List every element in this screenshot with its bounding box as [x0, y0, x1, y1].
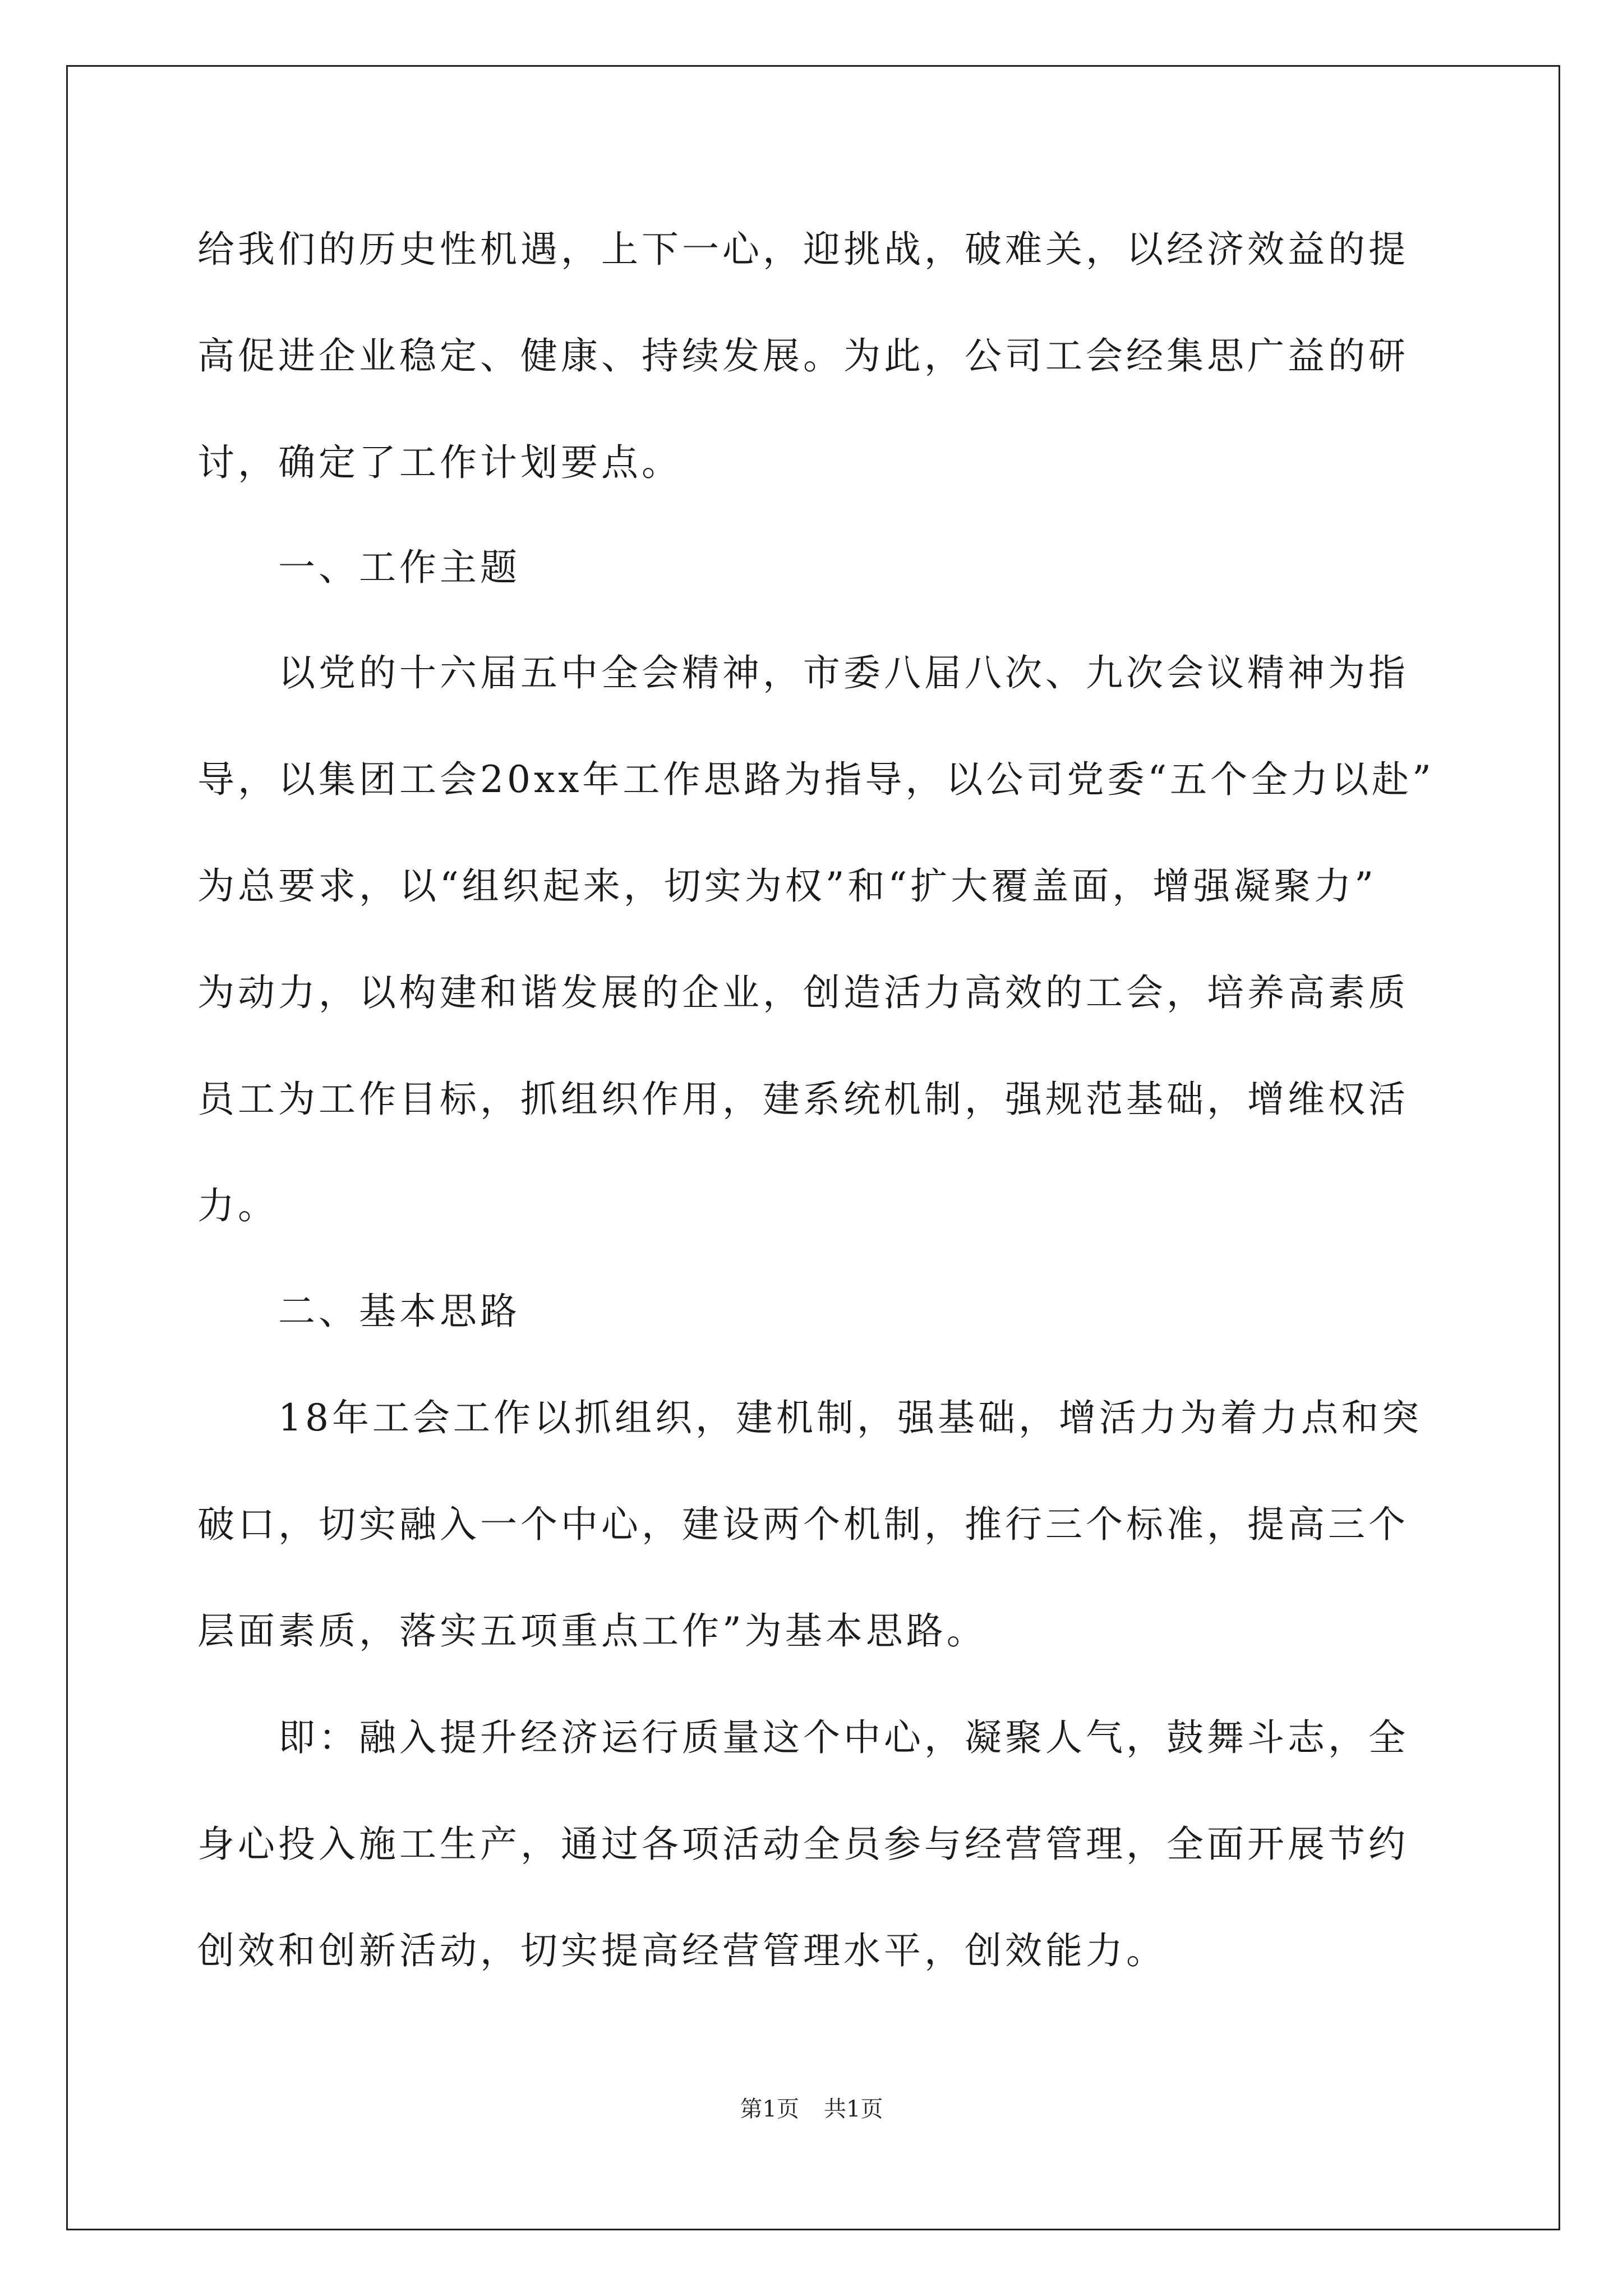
page-number-total: 共1页 [824, 2096, 883, 2122]
page-footer [0, 2095, 1623, 2123]
body-text-line: 为动力，以构建和谐发展的企业，创造活力高效的工会，培养高素质 [197, 971, 1409, 1014]
body-text-line: 18年工会工作以抓组织，建机制，强基础，增活力为着力点和突 [278, 1396, 1422, 1439]
body-text-line: 创效和创新活动，切实提高经营管理水平，创效能力。 [197, 1929, 1166, 1972]
body-text-line: 以党的十六届五中全会精神，市委八届八次、九次会议精神为指 [278, 651, 1409, 694]
body-text-line: 即：融入提升经济运行质量这个中心，凝聚人气，鼓舞斗志，全 [278, 1716, 1409, 1759]
body-text-line: 员工为工作目标，抓组织作用，建系统机制，强规范基础，增维权活 [197, 1078, 1409, 1121]
body-text-line: 破口，切实融入一个中心，建设两个机制，推行三个标准，提高三个 [197, 1503, 1409, 1546]
body-text-line: 为总要求，以“组织起来，切实为权”和“扩大覆盖面，增强凝聚力” [197, 864, 1377, 908]
body-text-line: 层面素质，落实五项重点工作”为基本思路。 [197, 1609, 987, 1653]
section-heading: 一、工作主题 [278, 546, 520, 589]
page-border [66, 65, 1560, 2230]
body-text-line: 讨，确定了工作计划要点。 [197, 441, 682, 484]
body-text-line: 高促进企业稳定、健康、持续发展。为此，公司工会经集思广益的研 [197, 334, 1409, 378]
section-heading: 二、基本思路 [278, 1290, 520, 1333]
page-number-current: 第1页 [740, 2096, 799, 2122]
body-text-line: 给我们的历史性机遇，上下一心，迎挑战，破难关，以经济效益的提 [197, 228, 1409, 271]
body-text-line: 身心投入施工生产，通过各项活动全员参与经营管理，全面开展节约 [197, 1823, 1409, 1866]
body-text-line: 导，以集团工会20xx年工作思路为指导，以公司党委“五个全力以赴” [197, 758, 1435, 801]
body-text-line: 力。 [197, 1184, 278, 1227]
